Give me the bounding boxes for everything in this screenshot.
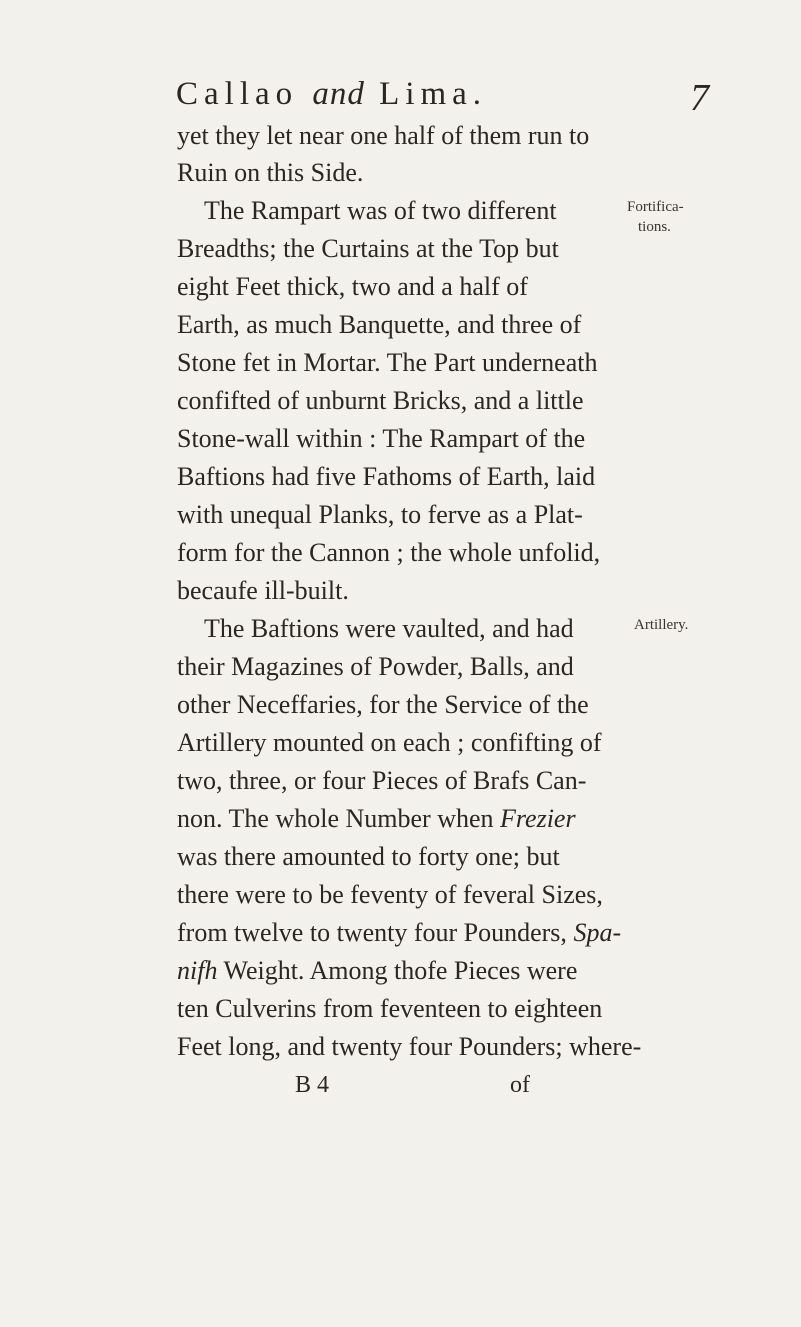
running-head-place2: Lima. (379, 76, 488, 112)
text-line-7: Stone fet in Mortar. The Part underneath (177, 348, 598, 377)
text-line-19-a: non. The whole Number when (177, 804, 501, 833)
text-line-4: Breadths; the Curtains at the Top but (177, 234, 559, 263)
text-line-13: becaufe ill-built. (177, 576, 349, 605)
text-line-22-a: from twelve to twenty four Pounders, (177, 918, 574, 947)
text-line-23 (177, 953, 732, 989)
text-line-19 (177, 801, 732, 837)
running-head-conj: and (312, 76, 365, 112)
text-line-10: Baftions had five Fathoms of Earth, laid (177, 462, 596, 491)
running-head (176, 76, 487, 113)
text-line-5: eight Feet thick, two and a half of (177, 272, 528, 301)
text-line-21: there were to be feventy of feveral Sizes, (177, 880, 603, 909)
margin-note-artillery: Artillery. (634, 617, 689, 633)
word-spa: Spa- (573, 918, 622, 947)
text-line-18: two, three, or four Pieces of Brafs Can- (177, 766, 587, 795)
signature-mark: B 4 (295, 1072, 330, 1098)
text-line-16: other Neceffaries, for the Service of the (177, 690, 589, 719)
text-line-15: their Magazines of Powder, Balls, and (177, 652, 574, 681)
margin-note-fortifications-1: Fortifica- (627, 199, 684, 215)
text-line-9: Stone-wall within : The Rampart of the (177, 424, 586, 453)
catchword: of (510, 1072, 530, 1098)
text-line-20: was there amounted to forty one; but (177, 842, 560, 871)
text-line-25: Feet long, and twenty four Pounders; where- (177, 1032, 642, 1061)
name-frezier: Frezier (500, 804, 576, 833)
text-line-3: The Rampart was of two different (204, 196, 557, 225)
text-line-24: ten Culverins from feventeen to eighteen (177, 994, 603, 1023)
text-line-1: yet they let near one half of them run to (177, 121, 590, 150)
running-head-place1: Callao (176, 76, 299, 112)
text-line-11: with unequal Planks, to ferve as a Plat- (177, 500, 583, 529)
text-line-12: form for the Cannon ; the whole unfolid, (177, 538, 601, 567)
text-line-6: Earth, as much Banquette, and three of (177, 310, 582, 339)
text-line-17: Artillery mounted on each ; confifting of (177, 728, 602, 757)
word-nifh: nifh (177, 956, 218, 985)
text-line-14: The Baftions were vaulted, and had (204, 614, 574, 643)
text-line-23-b: Weight. Among thofe Pieces were (217, 956, 578, 985)
page-number: 7 (690, 77, 709, 119)
margin-note-fortifications-2: tions. (638, 219, 671, 235)
text-line-2: Ruin on this Side. (177, 158, 364, 187)
text-line-8: confifted of unburnt Bricks, and a little (177, 386, 584, 415)
text-line-22 (177, 915, 732, 951)
